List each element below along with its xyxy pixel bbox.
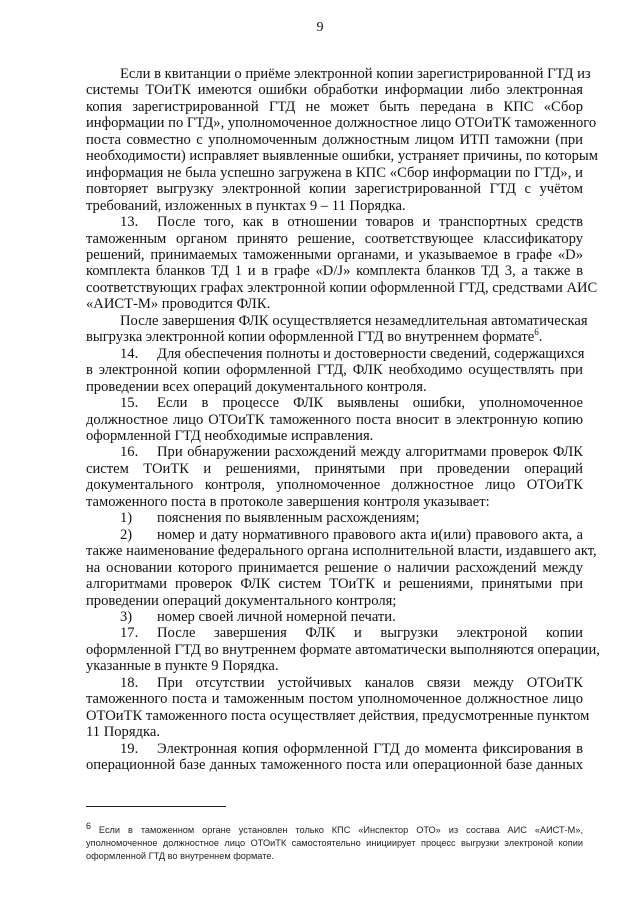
text-line [86,560,583,576]
paragraph-number: 2) [120,526,133,543]
text-line [86,66,591,82]
line-text: документального контроля, уполномоченное должностное лицо ОТОиТК [86,477,583,494]
footnote-line [86,850,583,863]
paragraph-number: 18. [120,674,139,691]
line-text: После того, как в отношении товаров и транспортных средств [157,214,583,231]
text-line [86,395,583,411]
text-line [86,99,583,115]
footnote-line [86,820,583,837]
numbered-paragraph [86,625,600,675]
text-line [86,510,583,526]
text-line [86,724,583,740]
text-line [86,312,588,329]
line-text: на основании которого принимается решение о наличии расхождений между [86,559,583,576]
line-text: Электронная копия оформленной ГТД до момента фиксирования в [157,740,583,757]
text-line [86,362,583,378]
text-line [86,461,583,477]
paragraph [86,312,588,346]
line-text: номер и дату нормативного правового акта и(или) правового акта, а [157,526,583,543]
numbered-paragraph [86,346,583,395]
text-line [86,379,583,395]
footnote-mark: 6 [86,820,99,831]
page-number: 9 [316,20,324,35]
line-text: копия зарегистрированной ГТД не может быть передана в КПС «Сбор [86,98,583,115]
numbered-paragraph [86,214,598,313]
text-line [86,658,583,674]
text-line [86,691,583,707]
text-line [86,115,597,132]
text-line [86,279,598,296]
line-text: проведении операций документального контроля; [86,592,397,609]
line-text: таможенным органом принято решение, соответствующее классификатору [86,230,583,247]
text-line [86,543,597,560]
text-line [86,263,583,279]
line-text: должностное лицо ОТОиТК таможенного поста вносит в электронную копию [86,411,583,428]
line-text: «АИСТ-М» проводится ФЛК. [86,296,271,313]
line-text: требований, изложенных в пунктах 9 – 11 Порядка. [86,197,406,214]
line-text: информации по ГТД», уполномоченное должностное лицо ОТОиТК таможенного [86,115,597,132]
text-line [86,757,583,773]
line-text: ОТОиТК таможенного поста осуществляет действия, предусмотренные пунктом [86,707,590,724]
text-line [86,675,583,691]
text-line [86,181,583,197]
text-line [86,148,598,165]
paragraph-number: 1) [120,510,133,527]
text-line [86,609,583,625]
paragraph-number: 16. [120,444,139,461]
line-text: указанные в пункте 9 Порядка. [86,658,279,675]
document-body [86,66,600,774]
text-line [86,641,600,658]
text-line [86,707,590,724]
line-text: Если в квитанции о приёме электронной копии зарегистрированной ГТД из [120,66,591,82]
numbered-paragraph [86,510,583,526]
text-line: выгрузка электронной копии оформленной ГТД во внутреннем формате$^6$. [86,327,543,346]
line-text: решений, принимаемых таможенными органами, и указываемое в графе «D» [86,246,583,263]
text-line [86,132,583,148]
line-text: в электронной копии оформленной ГТД, ФЛК необходимо осуществлять при [86,362,583,379]
text-line [86,741,583,757]
paragraph-number: 19. [120,740,139,757]
line-text: 11 Порядка. [86,724,160,741]
line-text: При обнаружении расхождений между алгоритмами проверок ФЛК [157,444,583,461]
line-text: оформленной ГТД необходимые исправления. [86,427,374,444]
footnote-divider [86,806,226,807]
paragraph [86,66,598,214]
text-line [86,231,583,247]
text-line [86,296,583,312]
paragraph-number: 14. [120,345,139,362]
footnote-text: оформленной ГТД во внутреннем формате. [86,851,274,861]
text-line [86,214,583,230]
line-text: повторяет выгрузку электронной копии зарегистрированной ГТД с учётом [86,181,583,198]
line-text: Для обеспечения полноты и достоверности сведений, содержащихся [157,345,585,362]
line-text: также наименование федерального органа исполнительной власти, издавшего акт, [86,543,597,560]
paragraph-number: 3) [120,608,133,625]
line-text: После завершения ФЛК осуществляется незамедлительная автоматическая [120,312,588,329]
line-text: При отсутствии устойчивых каналов связи между ОТОиТК [157,674,583,691]
text-line [86,247,583,263]
line-text: пояснения по выявленным расхождениям; [157,510,420,527]
text-line [86,198,583,214]
numbered-paragraph [86,674,590,741]
line-text: Если в процессе ФЛК выявлены ошибки, уполномоченное [157,395,583,412]
paragraph-number: 17. [120,625,139,642]
paragraph-number: 15. [120,395,139,412]
text-line [86,576,583,592]
numbered-paragraph [86,444,583,510]
text-line [86,82,583,98]
line-text: номер своей личной номерной печати. [157,608,396,625]
footnote-text: уполномоченное должностное лицо ОТОиТК самостоятельно инициирует процесс выгрузки электроной копии [86,838,583,848]
line-text: После завершения ФЛК и выгрузки электроной копии [157,625,583,642]
line-text: выгрузка электронной копии оформленной ГТД во внутреннем формате [86,329,535,346]
footnote-reference[interactable]: 6 [534,327,539,338]
line-text: таможенного поста и таможенным постом уполномоченное должностное лицо [86,691,583,708]
numbered-paragraph [86,741,583,774]
text-line [86,444,583,460]
text-line [86,346,583,362]
numbered-paragraph [86,526,597,609]
paragraph-number: 13. [120,214,139,231]
numbered-paragraph [86,395,583,444]
line-text: таможенного поста в протоколе завершения контроля указывает: [86,493,490,510]
line-text: систем ТОиТК и решениями, принятыми при проведении операций [86,460,583,477]
line-text: алгоритмами проверок ФЛК систем ТОиТК и решениями, принятыми при [86,576,583,593]
text-line [86,494,583,510]
line-text: комплекта бланков ТД 1 и в графе «D/J» комплекта бланков ТД 3, а также в [86,263,583,280]
line-text: системы ТОиТК имеются ошибки обработки информации либо электронная [86,82,583,99]
text-line [86,593,583,609]
numbered-paragraph [86,609,583,625]
text-line [86,412,583,428]
line-text: информация не была успешно загружена в КПС «Сбор информации по ГТД», и [86,164,583,181]
text-line [86,625,583,641]
text-line [86,477,583,493]
line-text: операционной базе данных таможенного поста или операционной базе данных [86,757,583,774]
line-text: соответствующих графах электронной копии оформленной ГТД, средствами АИС [86,279,598,296]
text-line [86,527,583,543]
footnote-text: Если в таможенном органе установлен только КПС «Инспектор ОТО» из состава АИС «АИСТ-М», [98,825,583,835]
line-text: необходимости) исправляет выявленные ошибки, устраняет причины, по которым [86,148,598,165]
text-line [86,428,583,444]
text-line [86,165,583,181]
footnote [86,820,583,863]
line-text: оформленной ГТД во внутреннем формате автоматически выполняются операции, [86,641,600,658]
footnote-line [86,837,583,850]
line-text: поста совместно с уполномоченным должностным лицом ИТП таможни (при [86,131,583,148]
line-text: проведении всех операций документального контроля. [86,378,427,395]
